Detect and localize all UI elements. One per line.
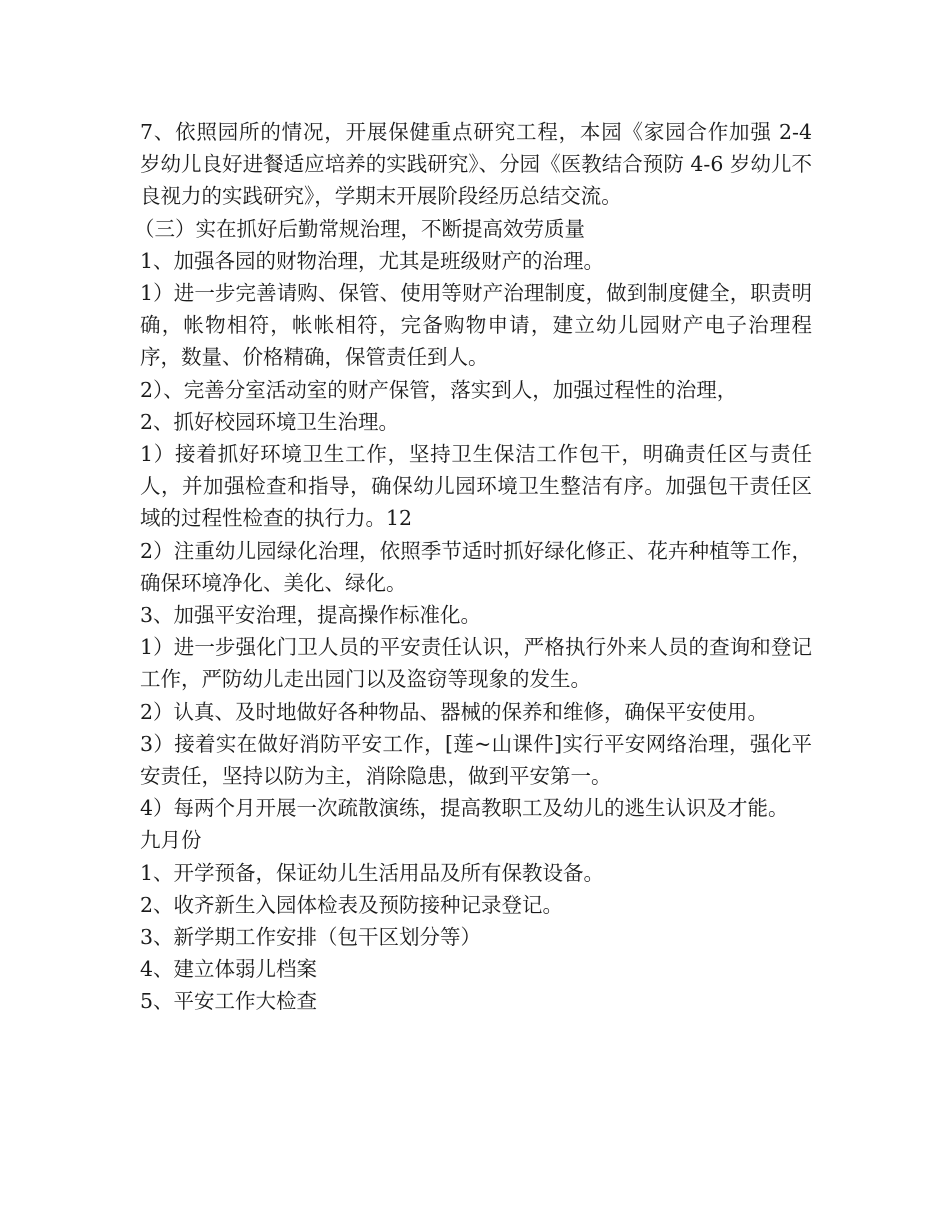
paragraph-room-property: 2）、完善分室活动室的财产保管，落实到人，加强过程性的治理， <box>140 377 738 402</box>
paragraph-hygiene-work: 1）接着抓好环境卫生工作，坚持卫生保洁工作包干，明确责任区与责任人，并加强检查和指导，确保幼儿园环境卫生整洁有序。加强包干责任区域的过程性检查的执行力。12 <box>140 442 812 531</box>
list-item-september-1: 1、开学预备，保证幼儿生活用品及所有保教设备。 <box>140 860 605 885</box>
list-item-september-2: 2、收齐新生入园体检表及预防接种记录登记。 <box>140 892 564 917</box>
subheading-property-management: 1、加强各园的财物治理，尤其是班级财产的治理。 <box>140 248 605 273</box>
paragraph-evacuation-drill: 4）每两个月开展一次疏散演练，提高教职工及幼儿的逃生认识及才能。 <box>140 796 789 821</box>
paragraph-greening: 2）注重幼儿园绿化治理，依照季节适时抓好绿化修正、花卉种植等工作，确保环境净化、美化、绿化。 <box>140 538 812 595</box>
list-item-september-5: 5、平安工作大检查 <box>140 989 318 1014</box>
month-heading-september: 九月份 <box>140 828 202 853</box>
paragraph-fire-safety: 3）接着实在做好消防平安工作，[莲~山课件]实行平安网络治理，强化平安责任，坚持以防为主，消除隐患，做到平安第一。 <box>140 731 812 789</box>
paragraph-item-7-research: 7、依照园所的情况，开展保健重点研究工程，本园《家园合作加强 2-4 岁幼儿良好进餐适应培养的实践研究》、分园《医教结合预防 4-6 岁幼儿不良视力的实践研究》，学期末开展阶段经历总结交流。 <box>140 120 812 209</box>
paragraph-guard-safety: 1）进一步强化门卫人员的平安责任认识，严格执行外来人员的查询和登记工作，严防幼儿走出园门以及盗窃等现象的发生。 <box>140 635 812 692</box>
subheading-safety-management: 3、加强平安治理，提高操作标准化。 <box>140 603 482 628</box>
document-body <box>134 116 812 1018</box>
section-heading-logistics: （三）实在抓好后勤常规治理，不断提高效劳质量 <box>134 216 585 241</box>
subheading-environment-hygiene: 2、抓好校园环境卫生治理。 <box>140 409 400 434</box>
list-item-september-3: 3、新学期工作安排（包干区划分等） <box>140 925 482 950</box>
paragraph-property-system: 1）进一步完善请购、保管、使用等财产治理制度，做到制度健全，职责明确，帐物相符，帐帐相符，完备购物申请，建立幼儿园财产电子治理程序，数量、价格精确，保管责任到人。 <box>140 281 812 370</box>
paragraph-maintenance: 2）认真、及时地做好各种物品、器械的保养和维修，确保平安使用。 <box>140 699 769 724</box>
list-item-september-4: 4、建立体弱儿档案 <box>140 957 318 982</box>
